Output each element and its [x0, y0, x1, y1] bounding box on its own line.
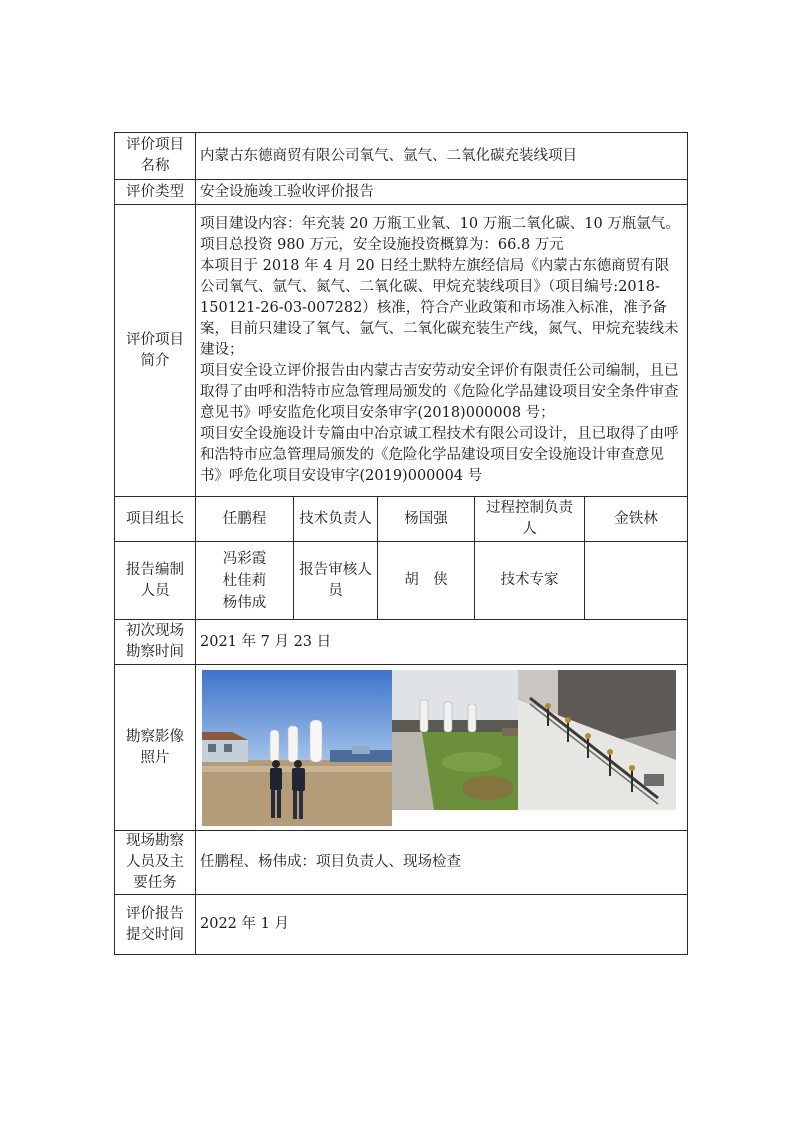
photo-filling-manifold: [518, 670, 676, 810]
project-intro-body: [196, 205, 688, 497]
author-name: 冯彩霞: [222, 550, 267, 567]
expert-value: [585, 542, 688, 620]
photo-strip: [200, 670, 683, 826]
intro-paragraph-approval: 本项目于 2018 年 4 月 20 日经土默特左旗经信局《内蒙古东德商贸有限公司氧气、氩气、氮气、二氧化碳、甲烷充装线项目》（项目编号:2018-150121-26-03-007282）核准，符合产业政策和市场准入标准，准予备案，目前只建设了氧气、氩气、二氧化碳充装生产线，氮气、甲烷充装线未建设；: [200, 258, 679, 358]
tech-lead-label: 技术负责人: [294, 497, 378, 542]
row-project-intro: [115, 205, 688, 497]
intro-paragraph-safety-assessment: 项目安全设立评价报告由内蒙古吉安劳动安全评价有限责任公司编制，且已取得了由呼和浩特市应急管理局颁发的《危险化学品建设项目安全条件审查意见书》呼安监危化项目安条审字(2018)000008 号；: [200, 363, 679, 421]
survey-staff-label: 现场勘察人员及主要任务: [115, 831, 196, 895]
process-control-value: 金铁林: [585, 497, 688, 542]
eval-type-label: 评价类型: [115, 180, 196, 205]
intro-paragraph-safety-design: 项目安全设施设计专篇由中冶京诚工程技术有限公司设计，且已取得了由呼和浩特市应急管理局颁发的《危险化学品建设项目安全设施设计审查意见书》呼危化项目安设审字(2019)000004 号: [200, 426, 679, 484]
tech-lead-value: 杨国强: [378, 497, 475, 542]
expert-label: 技术专家: [475, 542, 585, 620]
photo-tanks-and-lawn: [392, 670, 518, 810]
row-team: [115, 497, 688, 542]
photo-two-people-gas-tanks: [202, 670, 392, 826]
row-eval-type: [115, 180, 688, 205]
row-survey-date: [115, 620, 688, 665]
survey-staff-value: 任鹏程、杨伟成：项目负责人、现场检查: [196, 831, 688, 895]
row-report-staff: [115, 542, 688, 620]
project-name-label: 评价项目名称: [115, 133, 196, 180]
leader-value: 任鹏程: [196, 497, 294, 542]
reviewer-label: 报告审核人员: [294, 542, 378, 620]
eval-type-value: 安全设施竣工验收评价报告: [196, 180, 688, 205]
photos-label: 勘察影像照片: [115, 665, 196, 831]
leader-label: 项目组长: [115, 497, 196, 542]
submit-date-label: 评价报告提交时间: [115, 895, 196, 955]
survey-date-label: 初次现场勘察时间: [115, 620, 196, 665]
submit-date-value: 2022 年 1 月: [196, 895, 688, 955]
photos-cell: [196, 665, 688, 831]
evaluation-info-table: [114, 132, 688, 955]
authors-list: [196, 542, 294, 620]
row-photos: [115, 665, 688, 831]
process-control-label: 过程控制负责人: [475, 497, 585, 542]
authors-label: 报告编制人员: [115, 542, 196, 620]
row-submit-date: [115, 895, 688, 955]
project-name-value: 内蒙古东德商贸有限公司氧气、氩气、二氧化碳充装线项目: [196, 133, 688, 180]
author-name: 杜佳莉: [222, 572, 267, 589]
row-survey-staff: [115, 831, 688, 895]
row-project-name: [115, 133, 688, 180]
reviewer-value: 胡 侠: [378, 542, 475, 620]
intro-paragraph-scope: 项目建设内容：年充装 20 万瓶工业氧、10 万瓶二氧化碳、10 万瓶氩气。: [200, 216, 680, 232]
survey-date-value: 2021 年 7 月 23 日: [196, 620, 688, 665]
project-intro-label: 评价项目简介: [115, 205, 196, 497]
intro-paragraph-investment: 项目总投资 980 万元，安全设施投资概算为：66.8 万元: [200, 237, 564, 253]
author-name: 杨伟成: [222, 594, 267, 611]
